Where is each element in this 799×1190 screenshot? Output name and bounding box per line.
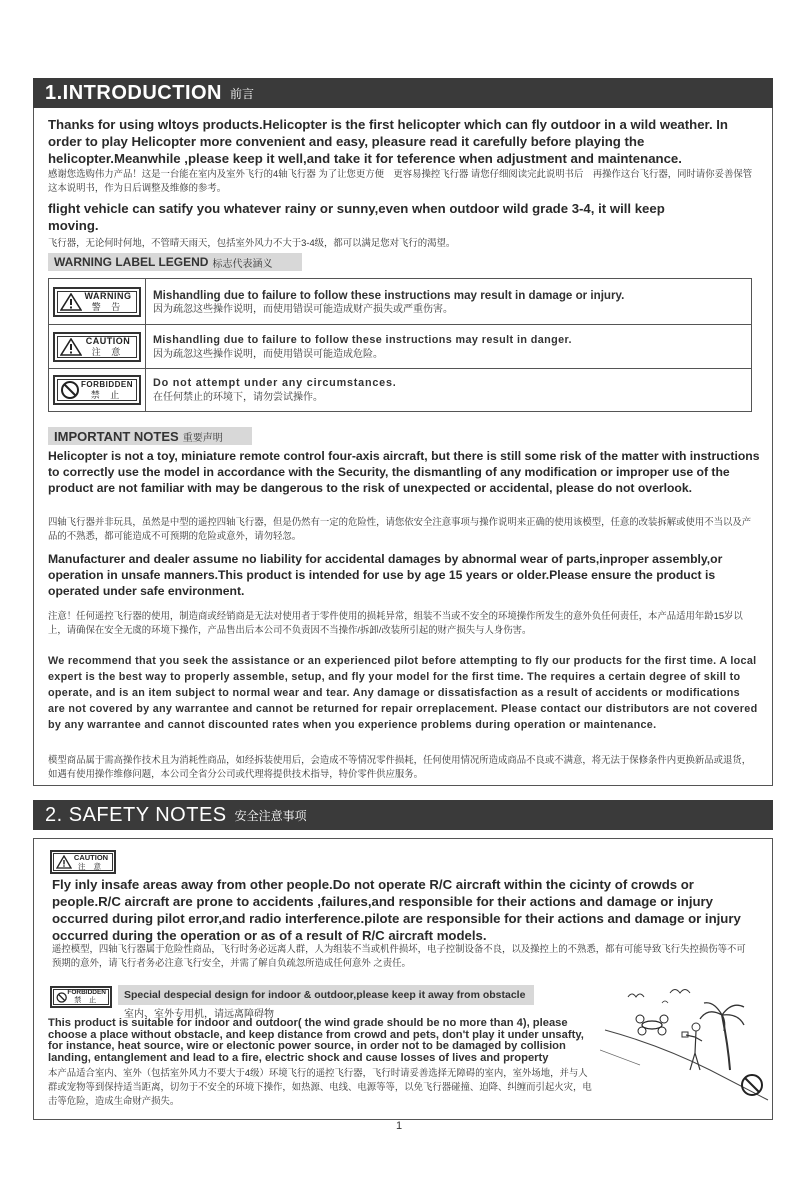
intro-para2-en: flight vehicle can satify you whatever rainy or sunny,even when outdoor wild grade 3-4, it will keep moving.	[48, 201, 665, 233]
intro-heading-bar	[33, 78, 773, 108]
important-para2-en: Manufacturer and dealer assume no liability for accidental damages by abnormal wear of parts,inproper assembly,or operation in unsafe manners.This product is intended for use by age 15 years or older.Please ensure the product is operated under safe environment.	[48, 552, 723, 598]
safety-heading-cn: 安全注意事项	[234, 808, 307, 823]
special-design-bar	[118, 985, 534, 1005]
legend-text-warning	[153, 288, 743, 317]
intro-para1-en: Thanks for using wltoys products.Helicopter is the first helicopter which can fly outdoor in a wild weather. In order to play Helicopter more convenient and easy, pleasure read it carefully before playing the helicopter.Meanwhile ,please keep it well,and take it for teference when adjustment and maintenance.	[48, 117, 728, 166]
caution-triangle-icon	[60, 338, 82, 356]
outdoor-flying-illustration	[600, 975, 770, 1105]
warning-text-en: Mishandling due to failure to follow these instructions may result in damage or injury.	[153, 289, 625, 302]
safety-forbidden-label	[50, 986, 112, 1008]
safety-body	[48, 1018, 593, 1108]
bird-icon	[670, 990, 690, 994]
important-para1-en: Helicopter is not a toy, miniature remote control four-axis aircraft, but there is still some risk of the matter with instructions to correctly use the model in accordance with the Security, the dismantling of any modification or improper use of the product are not familiar with may be dangerous to the risk of unexpected or accidental, please do not overlook.	[48, 449, 760, 495]
special-design-text: Special despecial design for indoor & outdoor,please keep it away from obstacle	[124, 989, 526, 1001]
warning-label	[53, 287, 141, 317]
important-para3-en: We recommend that you seek the assistance or an experienced pilot before attempting to fly our products for the first time. A local expert is the best way to properly assemble, setup, and fly your model for the first time. The requires a certain degree of skill to operate, and is an item subject to normal wear and tear. Any damage or dissatisfaction as a result of accidents or modifications are not covered by any warrantee and cannot be returned for repair orreplacement. Please contact our distributors are not covered by any warrantee and cannot discounted rates when you experience problems during operation or maintenance.	[48, 655, 758, 731]
safety-heading: 2. SAFETY NOTES	[45, 803, 227, 826]
legend-row-warning	[49, 279, 751, 325]
legend-text-caution	[153, 333, 743, 362]
safety-caution-en: CAUTION	[73, 853, 109, 862]
caution-text-cn: 因为疏忽这些操作说明，而使用错误可能造成危险。	[153, 349, 383, 360]
intro-heading-cn: 前言	[230, 86, 255, 101]
legend-text-forbidden	[153, 376, 743, 405]
forbidden-label	[53, 375, 141, 405]
intro-heading: 1.INTRODUCTION	[45, 81, 222, 104]
caution-label	[53, 332, 141, 362]
intro-para1-cn: 感谢您选购伟力产品！这是一台能在室内及室外飞行的4轴飞行器 为了让您更方便 更容易操控飞行器 请您仔细阅读完此说明书后 再操作这台飞行器，同时请你妥善保管这本说明书，作为日后调整及维修的参考。	[48, 168, 753, 193]
safety-para1-en: Fly inly insafe areas away from other people.Do not operate R/C aircraft within the cicinty of crowds or people.R/C aircraft are prone to accidents ,failures,and responsible for their actions and damage or injury occurred during pilot error,and radio interference.pilote are responsible for their actions and damage or injury occurred during the operation or as of a result of R/C aircraft models.	[52, 877, 741, 943]
ground-line-2	[600, 1050, 640, 1065]
special-design-cn: 室内、室外专用机，请远离障碍物	[124, 1009, 274, 1020]
forbidden-label-en: FORBIDDEN	[80, 380, 134, 389]
safety-para1-cn: 遥控模型，四轴飞行器属于危险性商品，飞行时务必远离人群，人为组装不当或机件损坏，电子控制设备不良，以及操控上的不熟悉，都有可能导致飞行失控损伤等不可预期的意外，请飞行者务必注意飞行安全，并需了解自负疏忽所造成任何意外 之责任。	[52, 943, 746, 968]
page-number: 1	[396, 1120, 403, 1132]
forbidden-text-cn: 在任何禁止的环境下，请勿尝试操作。	[153, 392, 323, 403]
important-notes-title-bar	[48, 427, 252, 445]
palm-tree-icon	[700, 1003, 744, 1070]
safety-para2-en: This product is suitable for indoor and outdoor( the wind grade should be no more than 4), please choose a place without obstacle, and keep distance from crowd and pets, don't play it under unsafty, for instance, heat source, wire or electonic power source, in order not to be damaged by collision landing, entanglement and lead to a fire, electric shock and cause losses of lives and property	[48, 1017, 584, 1064]
important-para3-cn: 模型商品属于需高操作技术且为消耗性商品，如经拆装使用后，会造成不等情况零件损耗，任何使用情况所造成商品不良或不满意，将无法于保修条件内更换新品或退货，如遇有使用操作维修问题，本公司全省分公司或代理将提供技术指导，特价零件供应服务。	[48, 754, 752, 779]
important-notes-title: IMPORTANT NOTES	[54, 428, 179, 444]
forbidden-circle-icon	[60, 380, 80, 400]
important-notes-title-cn: 重要声明	[182, 432, 223, 444]
caution-label-cn: 注 意	[91, 347, 125, 357]
quadcopter-icon	[636, 1015, 668, 1035]
warning-text-cn: 因为疏忽这些操作说明，而使用错误可能造成财产损失或严重伤害。	[153, 304, 453, 315]
important-para1-cn: 四轴飞行器并非玩具，虽然是中型的遥控四轴飞行器，但是仍然有一定的危险性，请您依安全注意事项与操作说明来正确的使用该模型，任意的改装拆解或使用不当以及产品的不熟悉，都可能造成不可预期的危险或意外，请勿轻忽。	[48, 516, 752, 541]
caution-text-en: Mishandling due to failure to follow these instructions may result in danger.	[153, 334, 572, 346]
warning-legend-table	[48, 278, 752, 412]
bird-icon	[628, 994, 644, 997]
pilot-person-icon	[682, 1023, 702, 1070]
warning-label-en: WARNING	[84, 291, 132, 301]
important-para2-cn: 注意！任何遥控飞行器的使用，制造商或经销商是无法对使用者于零件使用的损耗异常，组装不当或不安全的环境操作所发生的意外负任何责任，本产品适用年龄15岁以上，请确保在安全无虞的环境下操作，产品售出后本公司不负责因不当操作/拆卸/改装所引起的财产损失与人身伤害。	[48, 610, 743, 635]
safety-caution-cn: 注 意	[77, 862, 105, 871]
safety-para2-cn: 本产品适合室内、室外（包括室外风力不要大于4级）环境飞行的遥控飞行器，飞行时请妥善选择无障碍的室内，室外场地，并与人群或宠物等到保持适当距离，切勿于不安全的环境下操作，如热源、电线、电源等等，以免飞行器碰撞、迫降、纠缠而引起火灾，电击等危险，造成生命财产损失。	[48, 1067, 592, 1106]
safety-caution-label	[50, 850, 116, 874]
legend-row-caution	[49, 325, 751, 369]
warning-triangle-icon	[60, 293, 82, 311]
warning-label-cn: 警 告	[91, 302, 125, 312]
forbidden-circle-icon	[56, 990, 67, 1005]
safety-forbidden-en: FORBIDDEN	[67, 989, 106, 996]
caution-label-en: CAUTION	[85, 336, 131, 346]
legend-row-forbidden	[49, 369, 751, 411]
intro-para2-cn: 飞行器，无论何时何地，不管晴天雨天，包括室外风力不大于3-4级，都可以满足您对飞行的渴望。	[48, 237, 456, 248]
forbidden-text-en: Do not attempt under any circumstances.	[153, 377, 397, 389]
safety-forbidden-cn: 禁 止	[74, 997, 100, 1004]
bird-icon	[662, 1001, 668, 1003]
warning-legend-title: WARNING LABEL LEGEND	[54, 255, 209, 269]
warning-legend-title-cn: 标志代表涵义	[212, 258, 273, 270]
warning-legend-title-bar	[48, 253, 302, 271]
caution-triangle-icon	[56, 855, 72, 869]
safety-heading-bar	[33, 800, 773, 830]
forbidden-label-cn: 禁 止	[90, 390, 124, 400]
